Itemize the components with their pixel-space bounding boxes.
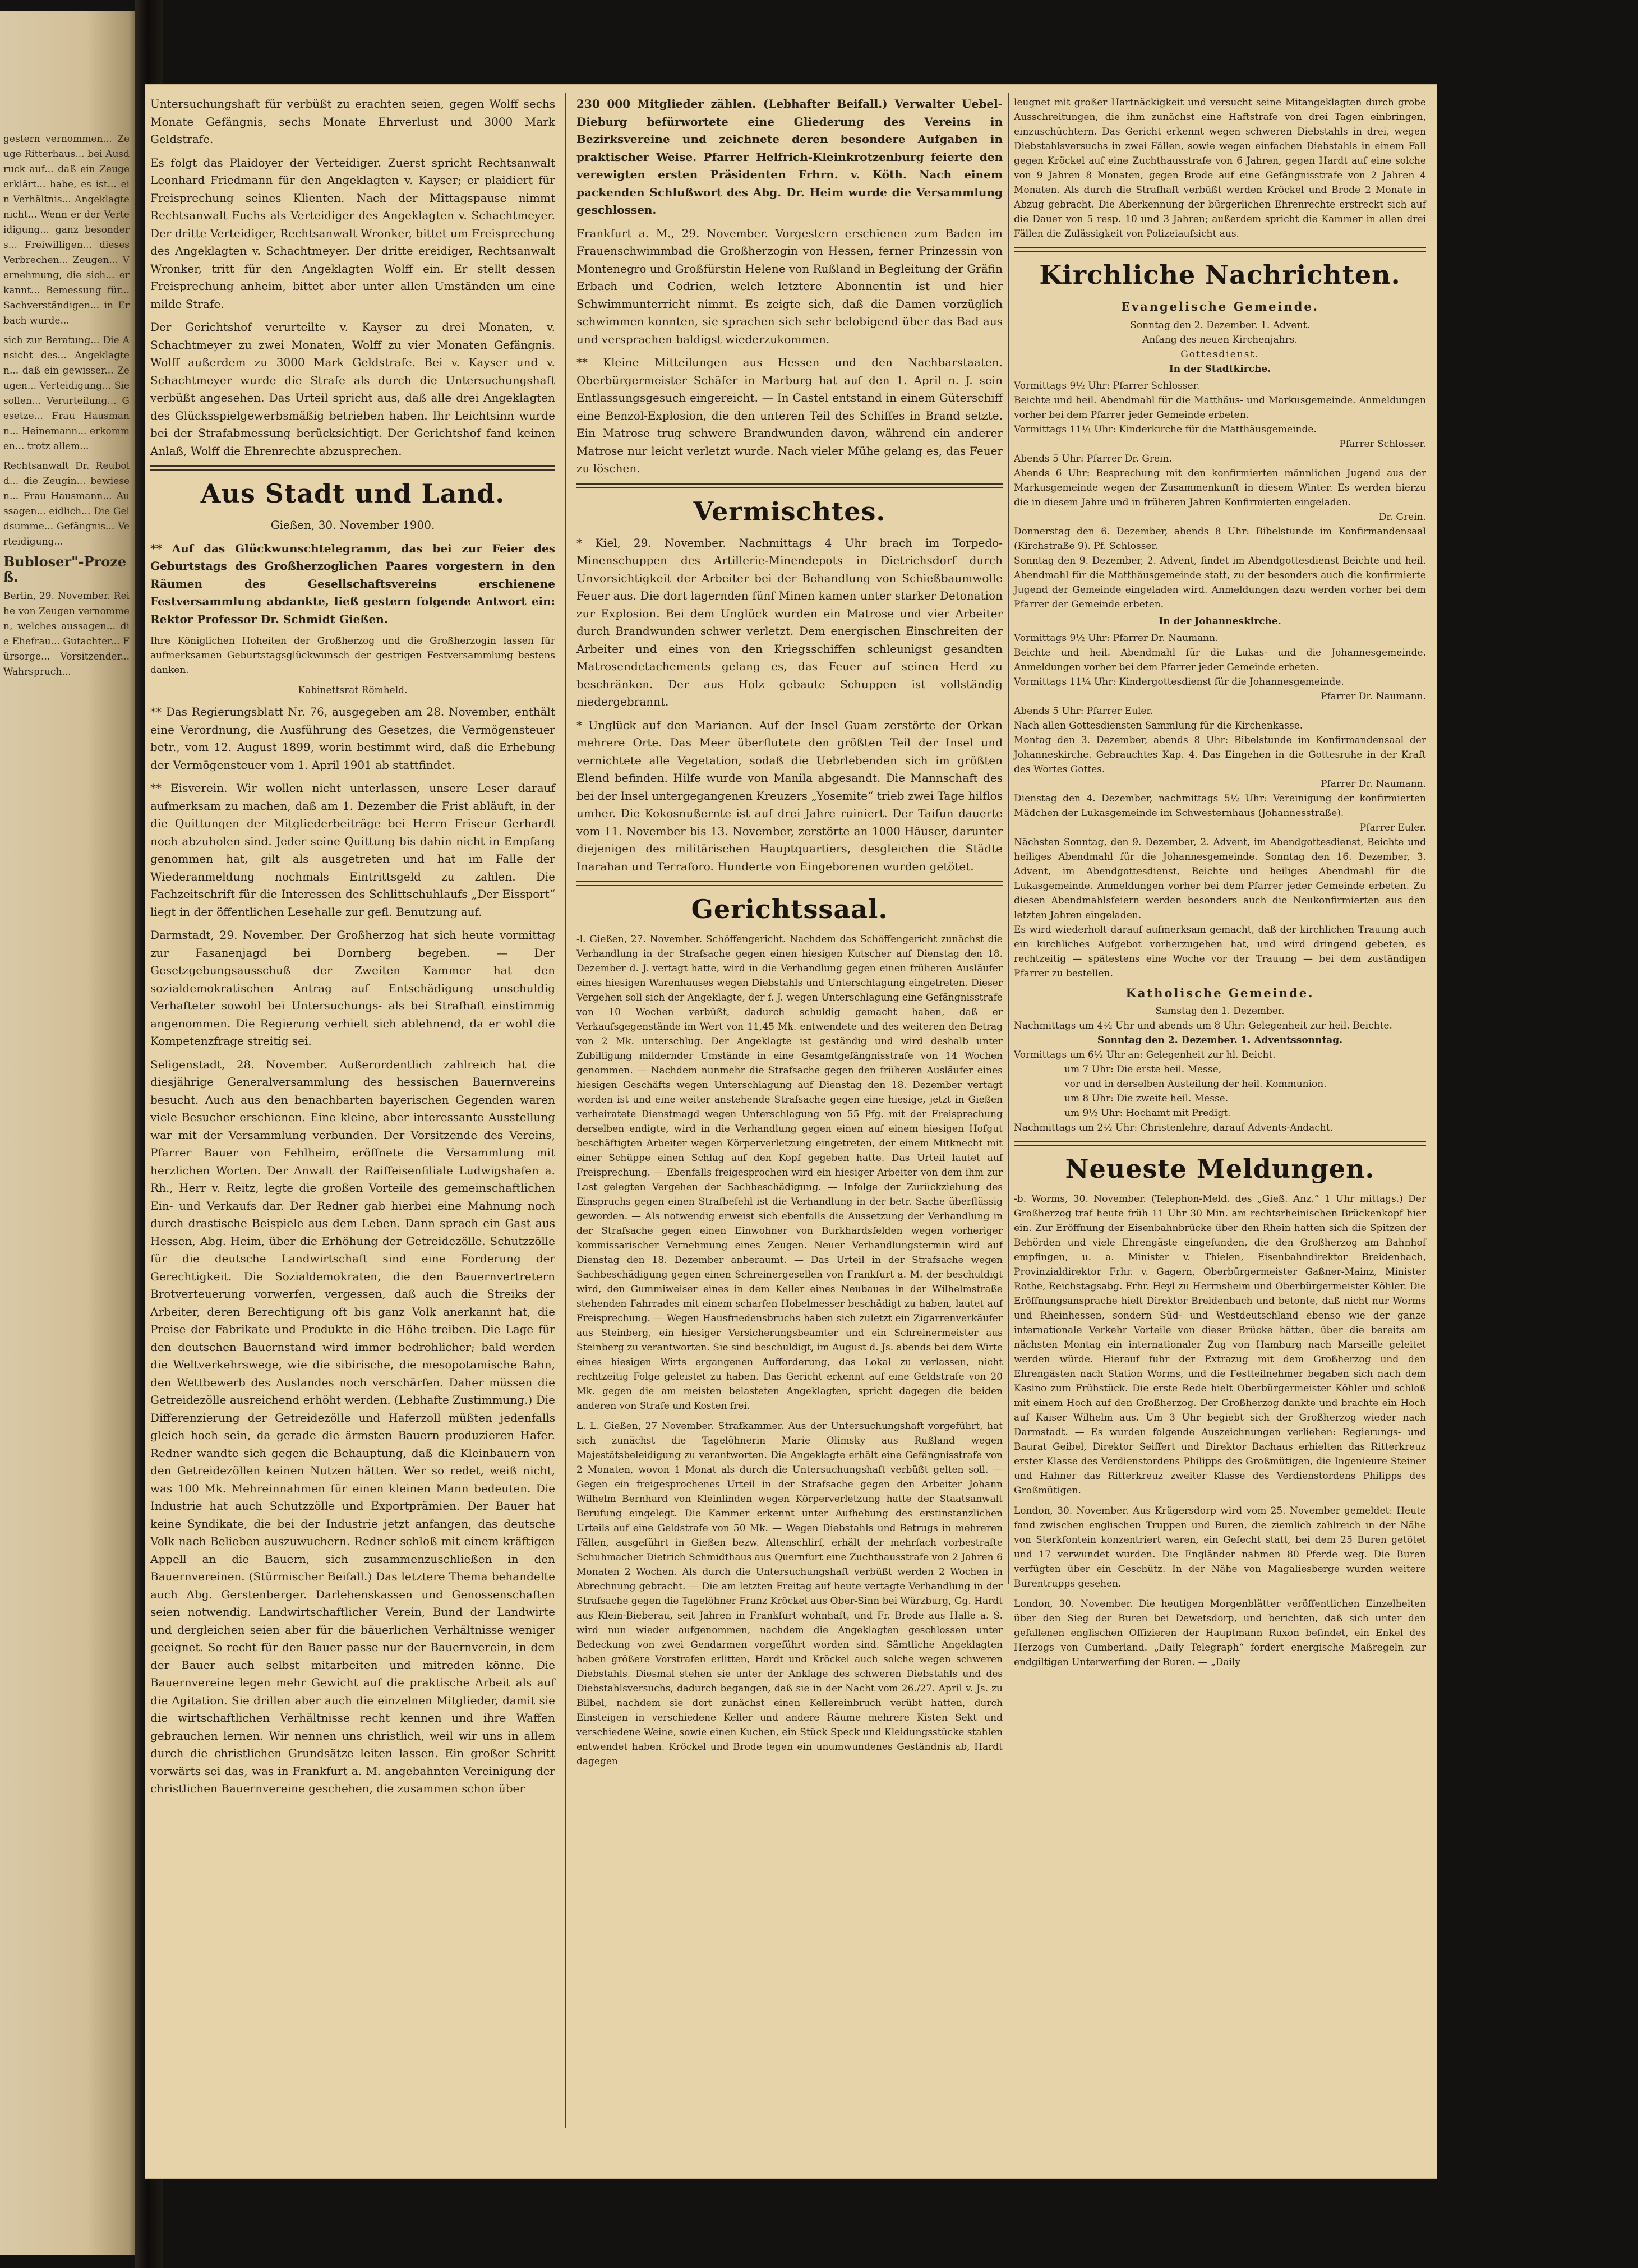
johanneskirche-heading: In der Johanneskirche.: [1159, 615, 1281, 627]
frankfurt-article: Frankfurt a. M., 29. November. Vorgestern erschienen zum Baden im Frauenschwimmbad die Großherzogin von Hessen, ferner Prinzessin von Montenegro und Großfürstin Helene von Rußland in Begleitung der Gräfin Erbach und Codrien, welch letztere Abonnentin ist und hier Schwimmunterricht nimmt. Es zeigte sich, daß die Damen vorzüglich schwimmen konnten, sie sprachen sich sehr belobigend über das Bad aus und versprachen baldigst wiederzukommen.: [576, 226, 1003, 346]
johanneskirche-entry-8: Nächsten Sonntag, den 9. Dezember, 2. Advent, im Abendgottesdienst, Beichte und heiliges Abendmahl für die Johannesgemeinde. Sonntag den 16. Dezember, 3. Advent, im Abendgottesdienst, Beichte und heiliges Abendmahl für die Lukasgemeinde. Anmeldungen vorher bei dem Pfarrer jeder Gemeinde erbeten. Zu diesen Abendmahlsfeiern werden besonders auch die Neukonfirmierten aus den letzten Jahren eingeladen.: [1014, 836, 1426, 921]
katholisch-entry-2: Nachmittags um 4½ Uhr und abends um 8 Uhr: Gelegenheit zur heil. Beichte.: [1014, 1020, 1392, 1031]
johanneskirche-entry-4: Abends 5 Uhr: Pfarrer Euler.: [1014, 705, 1153, 717]
katholisch-entry-1: Samstag den 1. Dezember.: [1155, 1006, 1285, 1017]
column-2: [576, 95, 1003, 1774]
left-text-3: Rechtsanwalt Dr. Reubold... die Zeugin... bewiesen... Frau Hausmann... Aussagen... eidlich... Die Geldsumme... Gefängnis... Verteidigung...: [3, 460, 130, 547]
johanneskirche-entry-2: Beichte und heil. Abendmahl für die Lukas- und die Johannesgemeinde. Anmeldungen vorher bei dem Pfarrer jeder Gemeinde erbeten.: [1014, 647, 1426, 673]
left-page-fragment: [0, 11, 143, 2255]
darmstadt-article: Darmstadt, 29. November. Der Großherzog hat sich heute vormittag zur Fasanenjagd bei Dornberg begeben. — Der Gesetzgebungsausschuß der Zweiten Kammer hat den sozialdemokratischen Antrag auf Entschädigung unschuldig Verhafteter sowohl bei Untersuchungs- als bei Strafhaft einstimmig angenommen. Die Regierung verhielt sich ablehnend, da er wohl die Kompetenzfrage streitig sei.: [150, 928, 555, 1048]
section-rule: [576, 483, 1003, 488]
left-trial-text: Berlin, 29. November. Reihe von Zeugen vernommen, welches aussagen... die Ehefrau... Gutachter... Fürsorge... Vorsitzender... Wahrspruch...: [3, 591, 130, 677]
katholisch-entry-3: Sonntag den 2. Dezember. 1. Adventssonntag.: [1097, 1035, 1343, 1046]
regierungsblatt-article: ** Das Regierungsblatt Nr. 76, ausgegeben am 28. November, enthält eine Verordnung, die Ausführung des Gesetzes, die Vermögensteuer betr., vom 12. August 1899, worin bestimmt wird, daß die Erhebung der Vermögensteuer vom 1. April 1901 ab stattfindet.: [150, 705, 555, 772]
plaidoyer: Es folgt das Plaidoyer der Verteidiger. Zuerst spricht Rechtsanwalt Leonhard Friedmann für den Angeklagten v. Kayser; er plaidiert für Freisprechung seines Klienten. Nach der Mittagspause nimmt Rechtsanwalt Fuchs als Verteidiger des Angeklagten v. Schachtmeyer. Der dritte Verteidiger, Rechtsanwalt Wronker, bittet um Freisprechung des Angeklagten v. Schachtmeyer. Der dritte ereidiger, Rechtsanwalt Wronker, tritt für den Angeklagten Wolff ein. Er stellt dessen Freisprechung anheim, bittet aber unter allen Umständen um eine milde Strafe.: [150, 155, 555, 311]
trial-conclusion: Untersuchungshaft für verbüßt zu erachten seien, gegen Wolff sechs Monate Gefängnis, sechs Monate Ehrverlust und 3000 Mark Geldstrafe.: [150, 97, 555, 146]
section-rule: [1014, 247, 1426, 252]
left-text-1: gestern vernommen... Zeuge Ritterhaus... bei Ausdruck auf... daß ein Zeuge erklärt... habe, es ist... ein Verhältnis... Angeklagte nicht... Wenn er der Verteidigung... ganz besonders... Freiwilligen... dieses Verbrechen... Zeugen... Vernehmung, die sich... erkannt... Bemessung für... Sachverständigen... in Erbach wurde...: [3, 133, 130, 326]
seligenstadt-article: Seligenstadt, 28. November. Außerordentlich zahlreich hat die diesjährige Generalversammlung des hessischen Bauernvereins besucht. Auch aus den benachbarten bayerischen Gegenden waren viele Besucher erschienen. Eine kleine, aber interessante Ausstellung war mit der Versammlung verbunden. Der Vorsitzende des Vereins, Pfarrer Bauer von Fehlheim, eröffnete die Versammlung mit herzlichen Worten. Der Anwalt der Raiffeisenfiliale Ludwigshafen a. Rh., Herr v. Reitz, legte die großen Vorteile des gemeinschaftlichen Ein- und Verkaufs dar. Der Redner gab hierbei eine Mahnung noch durch drastische Beispiele aus dem Leben. Dann sprach ein Gast aus Hessen, Abg. Heim, über die Erhöhung der Getreidezölle. Schutzzölle für die deutsche Landwirtschaft sind eine Forderung der Gerechtigkeit. Die Sozialdemokraten, die den Bauernvertretern Brotverteuerung vorwerfen, vergessen, daß auch die Streiks der Arbeiter, deren Berechtigung oft bis ganz Volk anerkannt hat, die Preise der Fabrikate und Produkte in die Höhe treiben. Die Lage für den deutschen Bauernstand wird immer bedrohlicher; bald werden die Weltverkehrswege, wie die sibirische, die mesopotamische Bahn, den Wettbewerb des Auslandes noch verschärfen. Daher müssen die Getreidezölle ausreichend erhöht werden. (Lebhafte Zustimmung.) Die Differenzierung der Getreidezölle und Haferzoll müßten jedenfalls gleich hoch sein, da gerade die ärmsten Bauern produzieren Hafer. Redner wandte sich gegen die Behauptung, daß die Kleinbauern von den Getreidezöllen keinen Nutzen hätten. Wer so redet, weiß nicht, was 100 Mk. Mehreinnahmen für einen kleinen Mann bedeuten. Die Industrie hat auch Schutzzölle und Exportprämien. Der Bauer hat keine Syndikate, die bei der Industrie jetzt anfangen, das deutsche Volk nach Belieben auszuwuchern. Redner schloß mit einem kräftigen Appell an die Bauern, sich zusammenzuschließen in den Bauernvereinen. (Stürmischer Beifall.) Das letztere Thema behandelte auch Abg. Gerstenberger. Darlehenskassen und Genossenschaften seien notwendig. Landwirtschaftlicher Verein, Bund der Landwirte und dergleichen seien aber für die bäuerlichen Verhältnisse weniger geeignet. So recht für den Bauer passe nur der Bauernverein, in dem der Bauer auch selbst mitarbeiten und mitreden könne. Die Bauernvereine legen mehr Gewicht auf die praktische Arbeit als auf die Agitation. Sie drillen aber auch die einzelnen Mitglieder, damit sie die wirtschaftlichen Verhältnisse recht kennen und ihre Waffen gebrauchen lernen. Wir nennen uns christlich, weil wir uns in allem durch die christlichen Grundsätze leiten lassen. Ein großer Schritt vorwärts sei das, was in Frankfurt a. M. angebahnten Vereinigung der christlichen Bauernvereine geschehen, die zusammen schon über: [150, 1057, 555, 1795]
johanneskirche-entry-6-pastor: Pfarrer Dr. Naumann.: [1321, 778, 1426, 790]
stadtkirche-entry-7: Sonntag den 9. Dezember, 2. Advent, findet im Abendgottesdienst Beichte und heil. Abendmahl für die Matthäusgemeinde statt, zu der besonders auch die konfirmierte Jugend der Gemeinde eingeladen wird. Anmeldungen dazu werden vorher bei dem Pfarrer der Gemeinde erbeten.: [1014, 555, 1426, 610]
left-trial-heading: Bubloser"-Prozeß.: [3, 554, 127, 585]
london-report-1: London, 30. November. Aus Krügersdorp wird vom 25. November gemeldet: Heute fand zwischen englischen Truppen und Buren, die ziemlich zahlreich in der Nähe von Sterkfontein konzentriert waren, ein Gefecht statt, bei dem 25 Buren getötet und 17 verwundet wurden. Die Engländer nahmen 80 Pferde weg. Die Buren verfügten über ein Geschütz. In der Nähe von Magaliesberge wurden weitere Burentrupps gesehen.: [1014, 1505, 1426, 1589]
evangelische-gemeinde-heading: Evangelische Gemeinde.: [1120, 299, 1319, 314]
bauernverein-continued: 230 000 Mitglieder zählen. (Lebhafter Beifall.) Verwalter Uebel-Dieburg befürwortete eine Gliederung des Vereins in Bezirksvereine und zeichnete deren besondere Aufgaben in praktischer Weise. Pfarrer Helfrich-Kleinkrotzenburg feierte den verewigten ersten Präsidenten Frhrn. v. Köth. Nach einem packenden Schlußwort des Abg. Dr. Heim wurde die Versammlung geschlossen.: [576, 97, 1003, 216]
verdict: Der Gerichtshof verurteilte v. Kayser zu drei Monaten, v. Schachtmeyer zu zwei Monaten, Wolff zu vier Monaten Gefängnis. Wolff außerdem zu 3000 Mark Geldstrafe. Bei v. Kayser und v. Schachtmeyer wurde die Strafe als durch die Untersuchungshaft verbüßt angesehen. Das Urteil spricht aus, daß alle drei Angeklagten des Glücksspielgewerbsmäßig betrieben haben. Ihr Leichtsinn wurde bei der Strafabmessung berücksichtigt. Der Gerichtshof fand keinen Anlaß, Wolff die Ehrenrechte abzusprechen.: [150, 320, 555, 458]
strafkammer-report: L. L. Gießen, 27 November. Strafkammer. Aus der Untersuchungshaft vorgeführt, hat sich zunächst die Tagelöhnerin Marie Olimsky aus Rußland wegen Majestätsbeleidigung zu verantworten. Die Angeklagte erhält eine Gefängnisstrafe von 2 Monaten, wovon 1 Monat als durch die Untersuchungshaft verbüßt gelten soll. — Gegen ein freigesprochenes Urteil in der Strafsache gegen den Arbeiter Johann Wilhelm Bernhard von Kleinlinden wegen Körperverletzung hatte der Staatsanwalt Berufung eingelegt. Die Kammer erkennt unter Aufhebung des erstinstanzlichen Urteils auf eine Geldstrafe von 50 Mk. — Wegen Diebstahls und Betrugs in mehreren Fällen, ausgeführt in Gießen bezw. Altenschlirf, erhält der mehrfach vorbestrafte Schuhmacher Dietrich Schmidthaus aus Quernfurt eine Zuchthausstrafe von 2 Jahren 6 Monaten 2 Wochen. Als durch die Untersuchungshaft verbüßt werden 2 Wochen in Abrechnung gebracht. — Die am letzten Freitag auf heute vertagte Verhandlung in der Strafsache gegen die Tagelöhner Franz Kröckel aus Ober-Sinn bei Würzburg, Gg. Hardt aus Klein-Bieberau, seit Jahren in Frankfurt wohnhaft, und Fr. Brode aus Halle a. S. wird nun wieder aufgenommen, nachdem die Angeklagten geschlossen unter Bedeckung von zwei Gendarmen vorgeführt worden sind. Sämtliche Angeklagten haben größere Vorstrafen erlitten, Hardt und Kröckel auch solche wegen schweren Diebstahls. Diesmal stehen sie unter der Anklage des schweren Diebstahls und des Diebstahlsversuchs, dadurch begangen, daß sie in der Nacht vom 26./27. April v. Js. zu Bilbel, nachdem sie dort zunächst einen Kellereinbruch verübt hatten, durch Einsteigen in verschiedene Keller und andere Räume mehrere Kisten Sekt und verschiedene Weine, sowie einen Kuchen, ein Stück Speck und Kleidungsstücke stahlen entwendet haben. Kröckel und Brode legen ein unumwundenes Geständnis ab, Hardt dagegen: [576, 1421, 1003, 1767]
eisverein-article: ** Eisverein. Wir wollen nicht unterlassen, unsere Leser darauf aufmerksam zu machen, daß am 1. Dezember die Frist abläuft, in der die Quittungen der Mitgliederbeiträge bei Herrn Friseur Gerhardt noch abzuholen sind. Jeder seine Quittung bis dahin nicht in Empfang genommen hat, gilt als ausgetreten und hat im Falle der Wiederanmeldung nochmals Eintrittsgeld zu zahlen. Die Fachzeitschrift für die Interessen des Schlittschuhlaufs „Der Eissport“ liegt in der öffentlichen Lesehalle zur gefl. Benutzung auf.: [150, 781, 555, 919]
gottesdienst-label: Gottesdienst.: [1180, 348, 1259, 360]
advent-date: Sonntag den 2. Dezember. 1. Advent.: [1130, 319, 1310, 331]
kleine-mitteilungen: ** Kleine Mitteilungen aus Hessen und den Nachbarstaaten. Oberbürgermeister Schäfer in Marburg hat auf den 1. April n. J. sein Entlassungsgesuch eingereicht. — In Castel entstand in einem Güterschiff eine Benzol-Explosion, die den unteren Teil des Schiffes in Brand setzte. Ein Matrose trug schwere Brandwunden davon, während ein anderer Matrose nur leicht verletzt wurde. Nach vieler Mühe gelang es, das Feuer zu löschen.: [576, 356, 1003, 475]
katholisch-entry-7: um 8 Uhr: Die zweite heil. Messe.: [1064, 1093, 1229, 1104]
kirchenjahr: Anfang des neuen Kirchenjahrs.: [1142, 334, 1298, 345]
section-rule: [150, 465, 555, 471]
stadtkirche-entry-3-pastor: Pfarrer Schlosser.: [1339, 438, 1426, 450]
worms-report: -b. Worms, 30. November. (Telephon-Meld. des „Gieß. Anz.“ 1 Uhr mittags.) Der Großherzog traf heute früh 11 Uhr 30 Min. am rechtsrheinischen Brückenkopf hier ein. Zur Eröffnung der Eisenbahnbrücke über den Rhein hatten sich die Spitzen der Behörden und viele Ehrengäste eingefunden, die den Großherzog am Bahnhof empfingen, u. a. Minister v. Thielen, Eisenbahndirektor Breidenbach, Provinzialdirektor Frhr. v. Gagern, Oberbürgermeister Gaßner-Mainz, Minister Rothe, Reichstagsabg. Frhr. Heyl zu Herrnsheim und Oberbürgermeister Köhler. Die Eröffnungsansprache hielt Direktor Breidenbach und betonte, daß nicht nur Worms und Rheinhessen, sondern Süd- und Westdeutschland ebenso wie der ganze internationale Verkehr Vorteile von dieser Brücke hätten, über die bereits am nächsten Montag ein internationaler Zug von Hamburg nach Marseille geleitet werden würde. Hierauf fuhr der Extrazug mit dem Großherzog und den Ehrengästen nach Station Worms, und die Festteilnehmer begaben sich nach dem Kasino zum Frühstück. Die erste Rede hielt Oberbürgermeister Köhler und schloß mit einem Hoch auf den Großherzog. Der Großherzog dankte und brachte ein Hoch auf Kaiser Wilhelm aus. Um 3 Uhr begiebt sich der Großherzog wieder nach Darmstadt. — Es wurden folgende Auszeichnungen verliehen: Regierungs- und Baurat Geibel, Direktor Seiffert und Direktor Bachaus erhielten das Ritterkreuz erster Klasse des Verdienstordens Philipps des Großmütigen, die Ingenieure Steiner und Hahner das Ritterkreuz zweiter Klasse des Verdienstordens Philipps des Großmütigen.: [1014, 1193, 1426, 1496]
telegram-reply: Ihre Königlichen Hoheiten der Großherzog und die Großherzogin lassen für aufmerksamen Geburtstagsglückwunsch der gestrigen Festversammlung bestens danken.: [150, 635, 555, 676]
stadtkirche-entry-4: Abends 5 Uhr: Pfarrer Dr. Grein.: [1014, 453, 1172, 464]
katholisch-entry-8: um 9½ Uhr: Hochamt mit Predigt.: [1064, 1108, 1231, 1119]
left-page-column: [3, 132, 130, 684]
dateline-giessen: Gießen, 30. November 1900.: [270, 518, 435, 532]
london-report-2: London, 30. November. Die heutigen Morgenblätter veröffentlichen Einzelheiten über den Sieg der Buren bei Dewetsdorp, und berichten, daß sich unter den gefallenen englischen Offizieren der Hauptmann Ruxon befindet, ein Enkel des Herzogs von Cumberland. „Daily Telegraph“ fordert energische Maßregeln zur endgiltigen Unterwerfung der Buren. — „Daily: [1014, 1598, 1426, 1668]
johanneskirche-entry-3-pastor: Pfarrer Dr. Naumann.: [1321, 690, 1426, 702]
section-rule: [1014, 1141, 1426, 1146]
schoeffengericht-report: -l. Gießen, 27. November. Schöffengericht. Nachdem das Schöffengericht zunächst die Verhandlung in der Strafsache gegen einen hiesigen Kutscher auf Dienstag den 18. Dezember d. J. vertagt hatte, wird in die Verhandlung gegen einen früheren Ausläufer eines hiesigen Warenhauses wegen Diebstahls und Unterschlagung eingetreten. Dieser Vergehen soll sich der Angeklagte, der f. J. wegen Unterschlagung eine Gefängnisstrafe von 10 Wochen verbüßt, dadurch schuldig gemacht haben, daß er Verkaufsgegenstände im Wert von 11,45 Mk. entwendete und des weiteren den Betrag von 2 Mk. unterschlug. Der Angeklagte ist geständig und wird deshalb unter Zubilligung mildernder Umstände in eine Gesamtgefängnisstrafe von 14 Wochen genommen. — Nachdem nunmehr die Strafsache gegen den früheren Ausläufer eines hiesigen Geschäfts wegen Unterschlagung auf Dienstag den 18. Dezember vertagt worden ist und eine weiter anstehende Strafsache gegen eine hiesige, jetzt in Gießen verheiratete Dienstmagd wegen Unterschlagung von 55 Pfg. mit der Freisprechung derselben endigte, wird in die Verhandlung gegen einen auf einem hiesigen Hofgut beschäftigten Arbeiter wegen Körperverletzung eingetreten, der einem Mitknecht mit einer Schüppe einen Schlag auf den Kopf gegeben hatte. Das Urteil lautet auf Freisprechung. — Ebenfalls freigesprochen wird ein hiesiger Arbeiter von dem ihm zur Last gelegten Vergehen der Sachbeschädigung. — Infolge der Zurückziehung des Einspruchs gegen einen Strafbefehl ist die Verhandlung in der betr. Sache überflüssig geworden. — Als notwendig erweist sich ebenfalls die Aussetzung der Verhandlung in der Strafsache gegen einen Einwohner von Burkhardsfelden wegen vorheriger kommissarischer Vernehmung eines Zeugen. Neuer Verhandlungstermin wird auf Dienstag den 18. Dezember anberaumt. — Das Urteil in der Strafsache wegen Sachbeschädigung gegen einen Schreinergesellen von Frankfurt a. M. der beschuldigt wird, den Gummiweiser eines in dem Keller eines Neubaues in der Wilhelmstraße stehenden Fahrrades mit einem scharfen Hobelmesser beschädigt zu haben, lautet auf Freisprechung. — Wegen Hausfriedensbruchs haben sich zuletzt ein Zigarrenverkäufer aus Steinberg, ein hiesiger Versicherungsbeamter und ein Schreinermeister aus Steinberg zu verantworten. Sie sind beschuldigt, im August d. Js. abends bei dem Wirte eines hiesigen Wirts ergangenen Aufforderung, das Lokal zu verlassen, nicht rechtzeitig Folge geleistet zu haben. Das Gericht erkennt auf eine Geldstrafe von 20 Mk. gegen die am meisten belasteten Angeklagten, spricht dagegen die beiden anderen von Strafe und Kosten frei.: [576, 934, 1003, 1412]
column-rule-2: [1008, 93, 1009, 1584]
heading-gerichtssaal: Gerichtssaal.: [691, 894, 888, 924]
column-3: [1014, 95, 1426, 1675]
katholisch-entry-4: Vormittags um 6½ Uhr an: Gelegenheit zur hl. Beicht.: [1014, 1049, 1276, 1061]
section-rule: [576, 881, 1003, 886]
telegram-article: ** Auf das Glückwunschtelegramm, das bei zur Feier des Geburtstags des Großherzoglichen Paares vorgestern in den Räumen des Gesellschaftsvereins erschienene Festversammlung abdankte, ließ gestern folgende Antwort ein: Rektor Professor Dr. Schmidt Gießen.: [150, 541, 555, 626]
heading-aus-stadt-und-land: Aus Stadt und Land.: [200, 478, 505, 509]
strafkammer-continued: leugnet mit großer Hartnäckigkeit und versucht seine Mitangeklagten durch grobe Ausschreitungen, die ihm zunächst eine Haftstrafe von drei Tagen einbringen, einzuschüchtern. Das Gericht erkennt wegen schweren Diebstahls in drei, wegen Diebstahlsversuchs in zwei Fällen, sowie wegen einfachen Diebstahls in einem Fall gegen Kröckel auf eine Zuchthausstrafe von 6 Jahren, gegen Hardt auf eine solche von 9 Jahren 8 Monaten, gegen Brode auf eine Gefängnisstrafe von 2 Jahren 4 Monaten. Als durch die Strafhaft verbüßt werden Kröckel und Brode 2 Monate in Abzug gebracht. Die Aberkennung der bürgerlichen Ehrenrechte erstreckt sich auf die Dauer von 5 resp. 10 und 3 Jahren; außerdem spricht die Kammer in allen drei Fällen die Zulässigkeit von Polizeiaufsicht aus.: [1014, 97, 1426, 239]
johanneskirche-entry-7: Dienstag den 4. Dezember, nachmittags 5½ Uhr: Vereinigung der konfirmierten Mädchen der Lukasgemeinde im Schwesternhaus (Johannesstraße).: [1014, 792, 1426, 819]
katholische-gemeinde-heading: Katholische Gemeinde.: [1125, 985, 1314, 1000]
kiel-article: * Kiel, 29. November. Nachmittags 4 Uhr brach im Torpedo-Minenschuppen des Artillerie-Minendepots in Dietrichsdorf durch Unvorsichtigkeit der Arbeiter bei der Behandlung von Schießbaumwolle Feuer aus. Die dort lagernden fünf Minen kamen unter starker Detonation zur Explosion. Bei dem Unglück wurden ein Matrose und vier Arbeiter durch Brandwunden schwer verletzt. Dem energischen Einschreiten der Arbeiter und eines von den Kriegsschiffen schleunigst gesandten Matrosendetachements gelang es, das Feuer auf seinen Herd zu beschränken. Der aus Holz gebaute Schuppen ist vollständig niedergebrannt.: [576, 536, 1003, 708]
left-text-2: sich zur Beratung... Die Ansicht des... Angeklagten... daß ein gewisser... Zeugen... Verteidigung... Sie sollen... Verurteilung... Gesetze... Frau Hausmann... Heinemann... erkommen... trotz allem...: [3, 335, 130, 452]
stadtkirche-entry-1: Vormittags 9½ Uhr: Pfarrer Schlosser.: [1014, 380, 1200, 391]
heading-kirchliche-nachrichten: Kirchliche Nachrichten.: [1039, 260, 1401, 290]
katholisch-entry-5: um 7 Uhr: Die erste heil. Messe,: [1064, 1064, 1222, 1075]
stadtkirche-heading: In der Stadtkirche.: [1169, 363, 1271, 375]
johanneskirche-entry-1: Vormittags 9½ Uhr: Pfarrer Dr. Naumann.: [1014, 632, 1219, 644]
column-rule-1: [565, 93, 566, 2128]
column-1: [150, 95, 555, 1804]
marianen-article: * Unglück auf den Marianen. Auf der Insel Guam zerstörte der Orkan mehrere Orte. Das Meer überflutete den größten Teil der Insel und vernichtete alle Vegetation, sodaß die Uebrlebenden sich im größten Elend befinden. Hilfe wurde von Manila abgesandt. Die Mannschaft des bei der Insel untergegangenen Kreuzers „Yosemite“ trieb zwei Tage hilflos umher. Die Kokosnußernte ist auf drei Jahre ruiniert. Der Taifun dauerte vom 11. November bis 13. November, zerstörte an 1000 Häuser, darunter diejenigen des militärischen Hauptquartiers, desgleichen die Städte Inarahan und Terraforo. Hunderte von Eingeborenen wurden getötet.: [576, 718, 1003, 873]
heading-vermischtes: Vermischtes.: [693, 496, 886, 527]
katholisch-entry-9: Nachmittags um 2½ Uhr: Christenlehre, darauf Advents-Andacht.: [1014, 1122, 1334, 1133]
stadtkirche-entry-5-pastor: Dr. Grein.: [1378, 511, 1426, 523]
johanneskirche-entry-3: Vormittags 11¼ Uhr: Kindergottesdienst für die Johannesgemeinde.: [1014, 676, 1344, 688]
katholisch-entry-6: vor und in derselben Austeilung der heil. Kommunion.: [1064, 1078, 1327, 1090]
telegram-signature: Kabinettsrat Römheld.: [298, 685, 408, 696]
johanneskirche-entry-5: Nach allen Gottesdiensten Sammlung für die Kirchenkasse.: [1014, 720, 1303, 731]
stadtkirche-entry-5: Abends 6 Uhr: Besprechung mit den konfirmierten männlichen Jugend aus der Markusgemeinde wegen der Zusammenkunft in diesem Winter. Es werden hierzu die in diesem Jahre und in früheren Jahren Konfirmierten eingeladen.: [1014, 467, 1426, 508]
heading-neueste-meldungen: Neueste Meldungen.: [1065, 1154, 1375, 1184]
johanneskirche-entry-9: Es wird wiederholt darauf aufmerksam gemacht, daß der kirchlichen Trauung auch ein kirchliches Aufgebot vorherzugehen hat, und wird dringend gebeten, es rechtzeitig — spätestens eine Woche vor der Trauung — bei dem zuständigen Pfarrer zu bestellen.: [1014, 924, 1426, 979]
johanneskirche-entry-7-pastor: Pfarrer Euler.: [1359, 822, 1426, 833]
johanneskirche-entry-6: Montag den 3. Dezember, abends 8 Uhr: Bibelstunde im Konfirmandensaal der Johanneskirche. Gebrauchtes Kap. 4. Das Eingehen in die Gottesruhe in der Kraft des Wortes Gottes.: [1014, 734, 1426, 775]
stadtkirche-entry-3: Vormittags 11¼ Uhr: Kinderkirche für die Matthäusgemeinde.: [1014, 423, 1317, 435]
stadtkirche-entry-6: Donnerstag den 6. Dezember, abends 8 Uhr: Bibelstunde im Konfirmandensaal (Kirchstraße 9). Pf. Schlosser.: [1014, 525, 1426, 552]
stadtkirche-entry-2: Beichte und heil. Abendmahl für die Matthäus- und Markusgemeinde. Anmeldungen vorher bei dem Pfarrer jeder Gemeinde erbeten.: [1014, 394, 1426, 421]
